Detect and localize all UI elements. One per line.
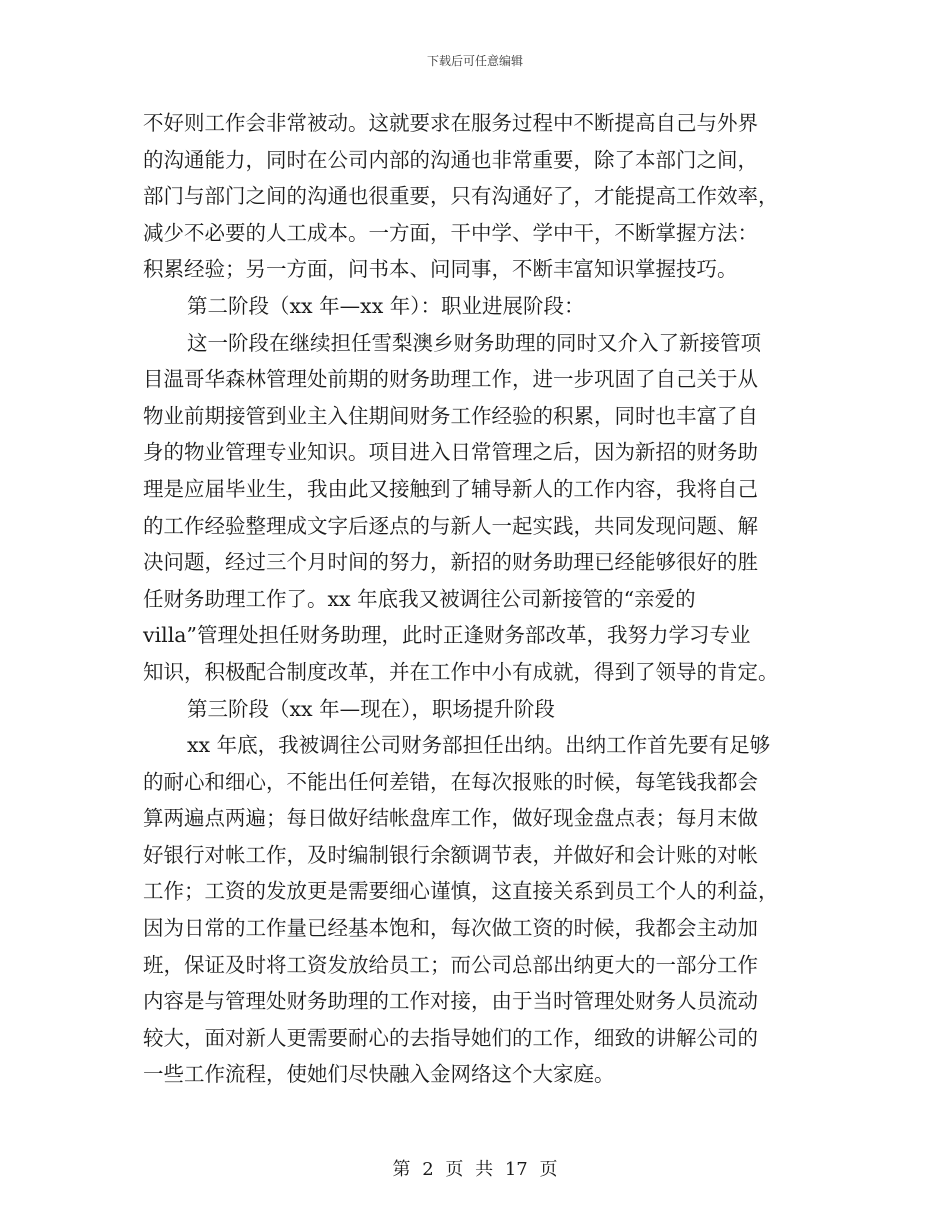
text-line: 好银行对帐工作，及时编制银行余额调节表，并做好和会计账的对帐 <box>143 842 758 867</box>
page-number-footer: 第 2 页 共 17 页 <box>392 1159 558 1180</box>
text-line: villa”管理处担任财务助理，此时正逢财务部改革，我努力学习专业 <box>143 623 751 648</box>
text-line: 算两遍点两遍；每日做好结帐盘库工作，做好现金盘点表；每月末做 <box>143 806 758 831</box>
text-line: 部门与部门之间的沟通也很重要，只有沟通好了，才能提高工作效率， <box>143 184 779 209</box>
text-line: 的沟通能力，同时在公司内部的沟通也非常重要，除了本部门之间， <box>143 147 758 172</box>
section-heading-stage-three: 第三阶段（xx 年—现在），职场提升阶段 <box>187 696 555 721</box>
text-line: 积累经验；另一方面，问书本、问同事，不断丰富知识掌握技巧。 <box>143 257 738 282</box>
text-line: 较大，面对新人更需要耐心的去指导她们的工作，细致的讲解公司的 <box>143 1025 758 1050</box>
text-line: 知识，积极配合制度改革，并在工作中小有成就，得到了领导的肯定。 <box>143 659 779 684</box>
text-line: 减少不必要的人工成本。一方面，干中学、学中干，不断掌握方法： <box>143 220 758 245</box>
text-line: 的耐心和细心，不能出任何差错，在每次报账的时候，每笔钱我都会 <box>143 769 758 794</box>
text-line: 工作；工资的发放更是需要细心谨慎，这直接关系到员工个人的利益， <box>143 879 779 904</box>
text-line: 因为日常的工作量已经基本饱和，每次做工资的时候，我都会主动加 <box>143 916 758 941</box>
text-line: 班，保证及时将工资发放给员工；而公司总部出纳更大的一部分工作 <box>143 952 758 977</box>
section-heading-stage-two: 第二阶段（xx 年—xx 年）：职业进展阶段： <box>187 293 585 318</box>
text-line: 决问题，经过三个月时间的努力，新招的财务助理已经能够很好的胜 <box>143 550 758 575</box>
document-body <box>143 105 808 1093</box>
text-line: 任财务助理工作了。xx 年底我又被调往公司新接管的“亲爱的 <box>143 586 696 611</box>
paragraph-start: xx 年底，我被调往公司财务部担任出纳。出纳工作首先要有足够 <box>187 733 771 758</box>
page-header-note: 下载后可任意编辑 <box>426 54 523 68</box>
text-line: 身的物业管理专业知识。项目进入日常管理之后，因为新招的财务助 <box>143 440 758 465</box>
text-line: 的工作经验整理成文字后逐点的与新人一起实践，共同发现问题、解 <box>143 513 758 538</box>
text-line: 一些工作流程，使她们尽快融入金网络这个大家庭。 <box>143 1062 615 1087</box>
text-line: 不好则工作会非常被动。这就要求在服务过程中不断提高自己与外界 <box>143 111 758 135</box>
text-line: 目温哥华森林管理处前期的财务助理工作，进一步巩固了自己关于从 <box>143 367 758 392</box>
text-line: 内容是与管理处财务助理的工作对接，由于当时管理处财务人员流动 <box>143 989 758 1014</box>
text-line: 理是应届毕业生，我由此又接触到了辅导新人的工作内容，我将自己 <box>143 476 758 501</box>
paragraph-start: 这一阶段在继续担任雪梨澳乡财务助理的同时又介入了新接管项 <box>187 330 761 355</box>
text-line: 物业前期接管到业主入住期间财务工作经验的积累，同时也丰富了自 <box>143 403 758 428</box>
